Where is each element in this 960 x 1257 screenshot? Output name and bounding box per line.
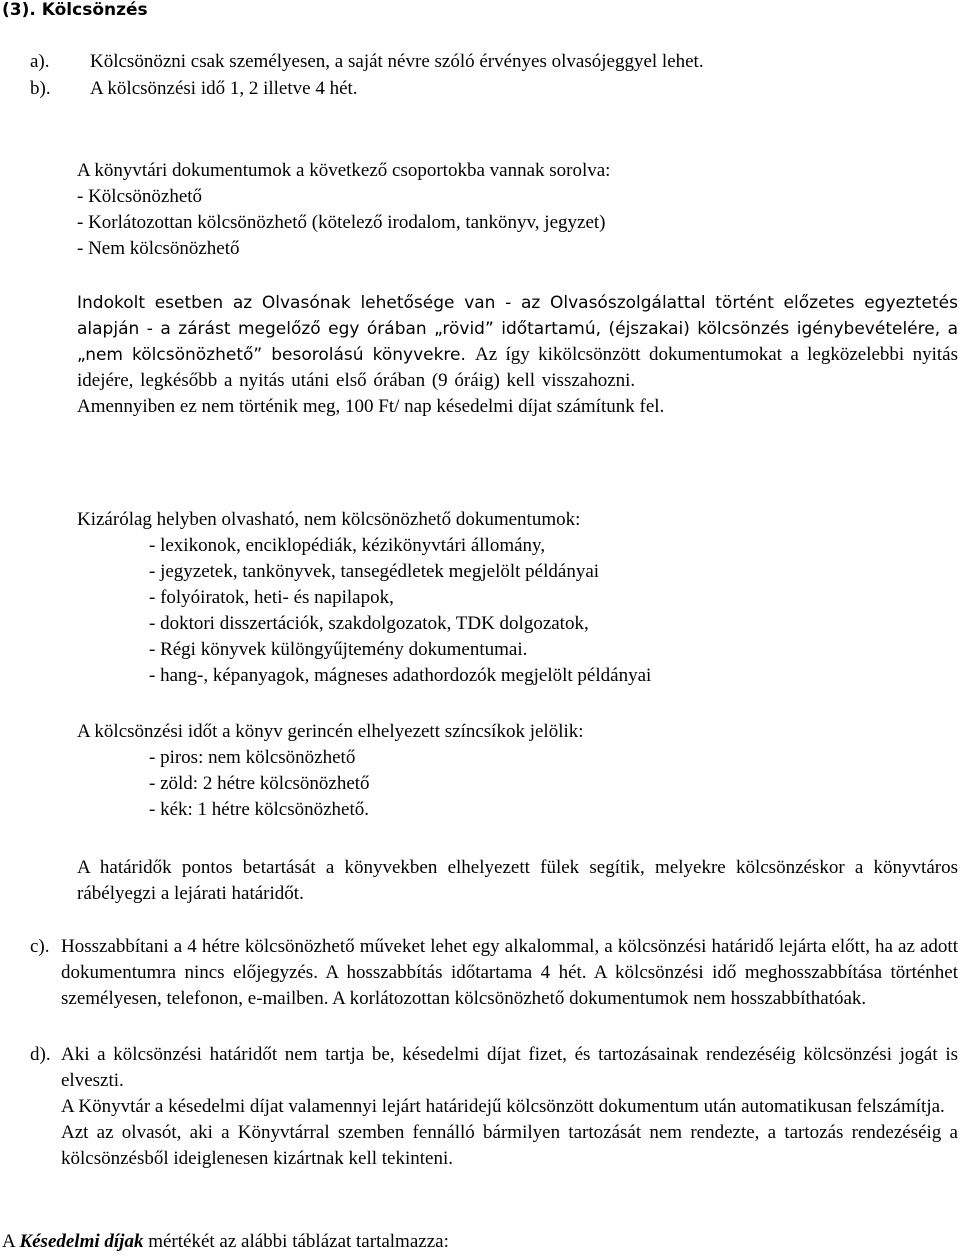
reference-item: - lexikonok, enciklopédiák, kézikönyvtári állomány, [149, 535, 546, 556]
color-codes-block [77, 719, 937, 823]
list-marker: c). [30, 936, 50, 957]
deadline-paragraph: A határidők pontos betartását a könyvekben elhelyezett fülek segítik, melyekre kölcsönzéskor a könyvtáros rábélyegzi a lejárati határidőt. [77, 857, 958, 904]
list-text: Aki a kölcsönzési határidőt nem tartja be, késedelmi díjat fizet, és tartozásainak rendezéséig kölcsönzési jogát is elveszti. [61, 1044, 958, 1091]
reference-item: - jegyzetek, tankönyvek, tansegédletek megjelölt példányai [149, 561, 600, 582]
reference-item: - folyóiratok, heti- és napilapok, [149, 587, 394, 608]
reference-item: - doktori disszertációk, szakdolgozatok, TDK dolgozatok, [149, 613, 589, 634]
color-code-item: - kék: 1 hétre kölcsönözhető. [149, 799, 370, 820]
groups-intro: A könyvtári dokumentumok a következő csoportokba vannak sorolva: [77, 160, 611, 181]
color-code-item: - zöld: 2 hétre kölcsönözhető [149, 773, 370, 794]
list-marker: a). [30, 51, 50, 72]
reference-item: - hang-, képanyagok, mágneses adathordozók megjelölt példányai [149, 665, 652, 686]
section-title: (3). Kölcsönzés [2, 0, 148, 20]
list-marker: b). [30, 78, 51, 99]
list-text: A kölcsönzési idő 1, 2 illetve 4 hét. [90, 78, 358, 99]
night-loan-block [77, 290, 958, 420]
list-text: Hosszabbítani a 4 hétre kölcsönözhető műveket lehet egy alkalommal, a kölcsönzési határidő lejárta előtt, ha az adott dokumentumra nincs előjegyzés. A hosszabbítás időtartama 4 hét. A kölcsönzési idő meghosszabbítása történhet személyesen, telefonon, e-mailben. A korlátozottan kölcsönözhető dokumentumok nem hosszabbíthatóak. [61, 936, 958, 1009]
document-groups [77, 158, 937, 262]
table-intro-emphasis: Késedelmi díjak [19, 1231, 144, 1252]
table-intro-post: mértékét az alábbi táblázat tartalmazza: [143, 1231, 449, 1252]
list-item-b [30, 76, 930, 102]
list-item-d [30, 1042, 958, 1172]
table-intro-pre: A [2, 1231, 20, 1252]
night-loan-paragraph: Indokolt esetben az Olvasónak lehetősége van - az Olvasószolgálattal történt előzetes egyeztetés alapján - a zárást megelőző egy órában „rövid” időtartamú, (éjszakai) kölcsönzés igénybevételére, a „nem kölcsönözhető” besorolású könyvekre. [77, 293, 958, 365]
group-item: - Kölcsönözhető [77, 186, 203, 207]
color-code-item: - piros: nem kölcsönözhető [149, 747, 356, 768]
night-loan-return: Az így kikölcsönzött dokumentumokat a legközelebbi nyitás idejére, legkésőbb a nyitás utáni első órában (9 óráig) kell visszahozni. [77, 344, 958, 391]
list-marker: d). [30, 1044, 51, 1065]
list-text: A Könyvtár a késedelmi díjat valamennyi lejárt határidejű kölcsönzött dokumentum után automatikusan felszámítja. [61, 1096, 945, 1117]
color-codes-intro: A kölcsönzési időt a könyv gerincén elhelyezett színcsíkok jelölik: [77, 721, 584, 742]
list-text: Azt az olvasót, aki a Könyvtárral szemben fennálló bármilyen tartozását nem rendezte, a tartozás rendezéséig a kölcsönzésből ideiglenesen kizártnak kell tekinteni. [61, 1122, 958, 1169]
group-item: - Nem kölcsönözhető [77, 238, 240, 259]
reference-item: - Régi könyvek különgyűjtemény dokumentumai. [149, 639, 528, 660]
night-loan-fine: Amennyiben ez nem történik meg, 100 Ft/ nap késedelmi díjat számítunk fel. [77, 396, 665, 417]
table-intro [2, 1229, 952, 1255]
list-item-c [30, 934, 958, 1012]
reference-only-intro: Kizárólag helyben olvasható, nem kölcsönözhető dokumentumok: [77, 509, 581, 530]
list-text: Kölcsönözni csak személyesen, a saját névre szóló érvényes olvasójeggyel lehet. [90, 51, 704, 72]
reference-only-block [77, 507, 937, 689]
list-item-a [30, 49, 930, 75]
group-item: - Korlátozottan kölcsönözhető (kötelező irodalom, tankönyv, jegyzet) [77, 212, 606, 233]
